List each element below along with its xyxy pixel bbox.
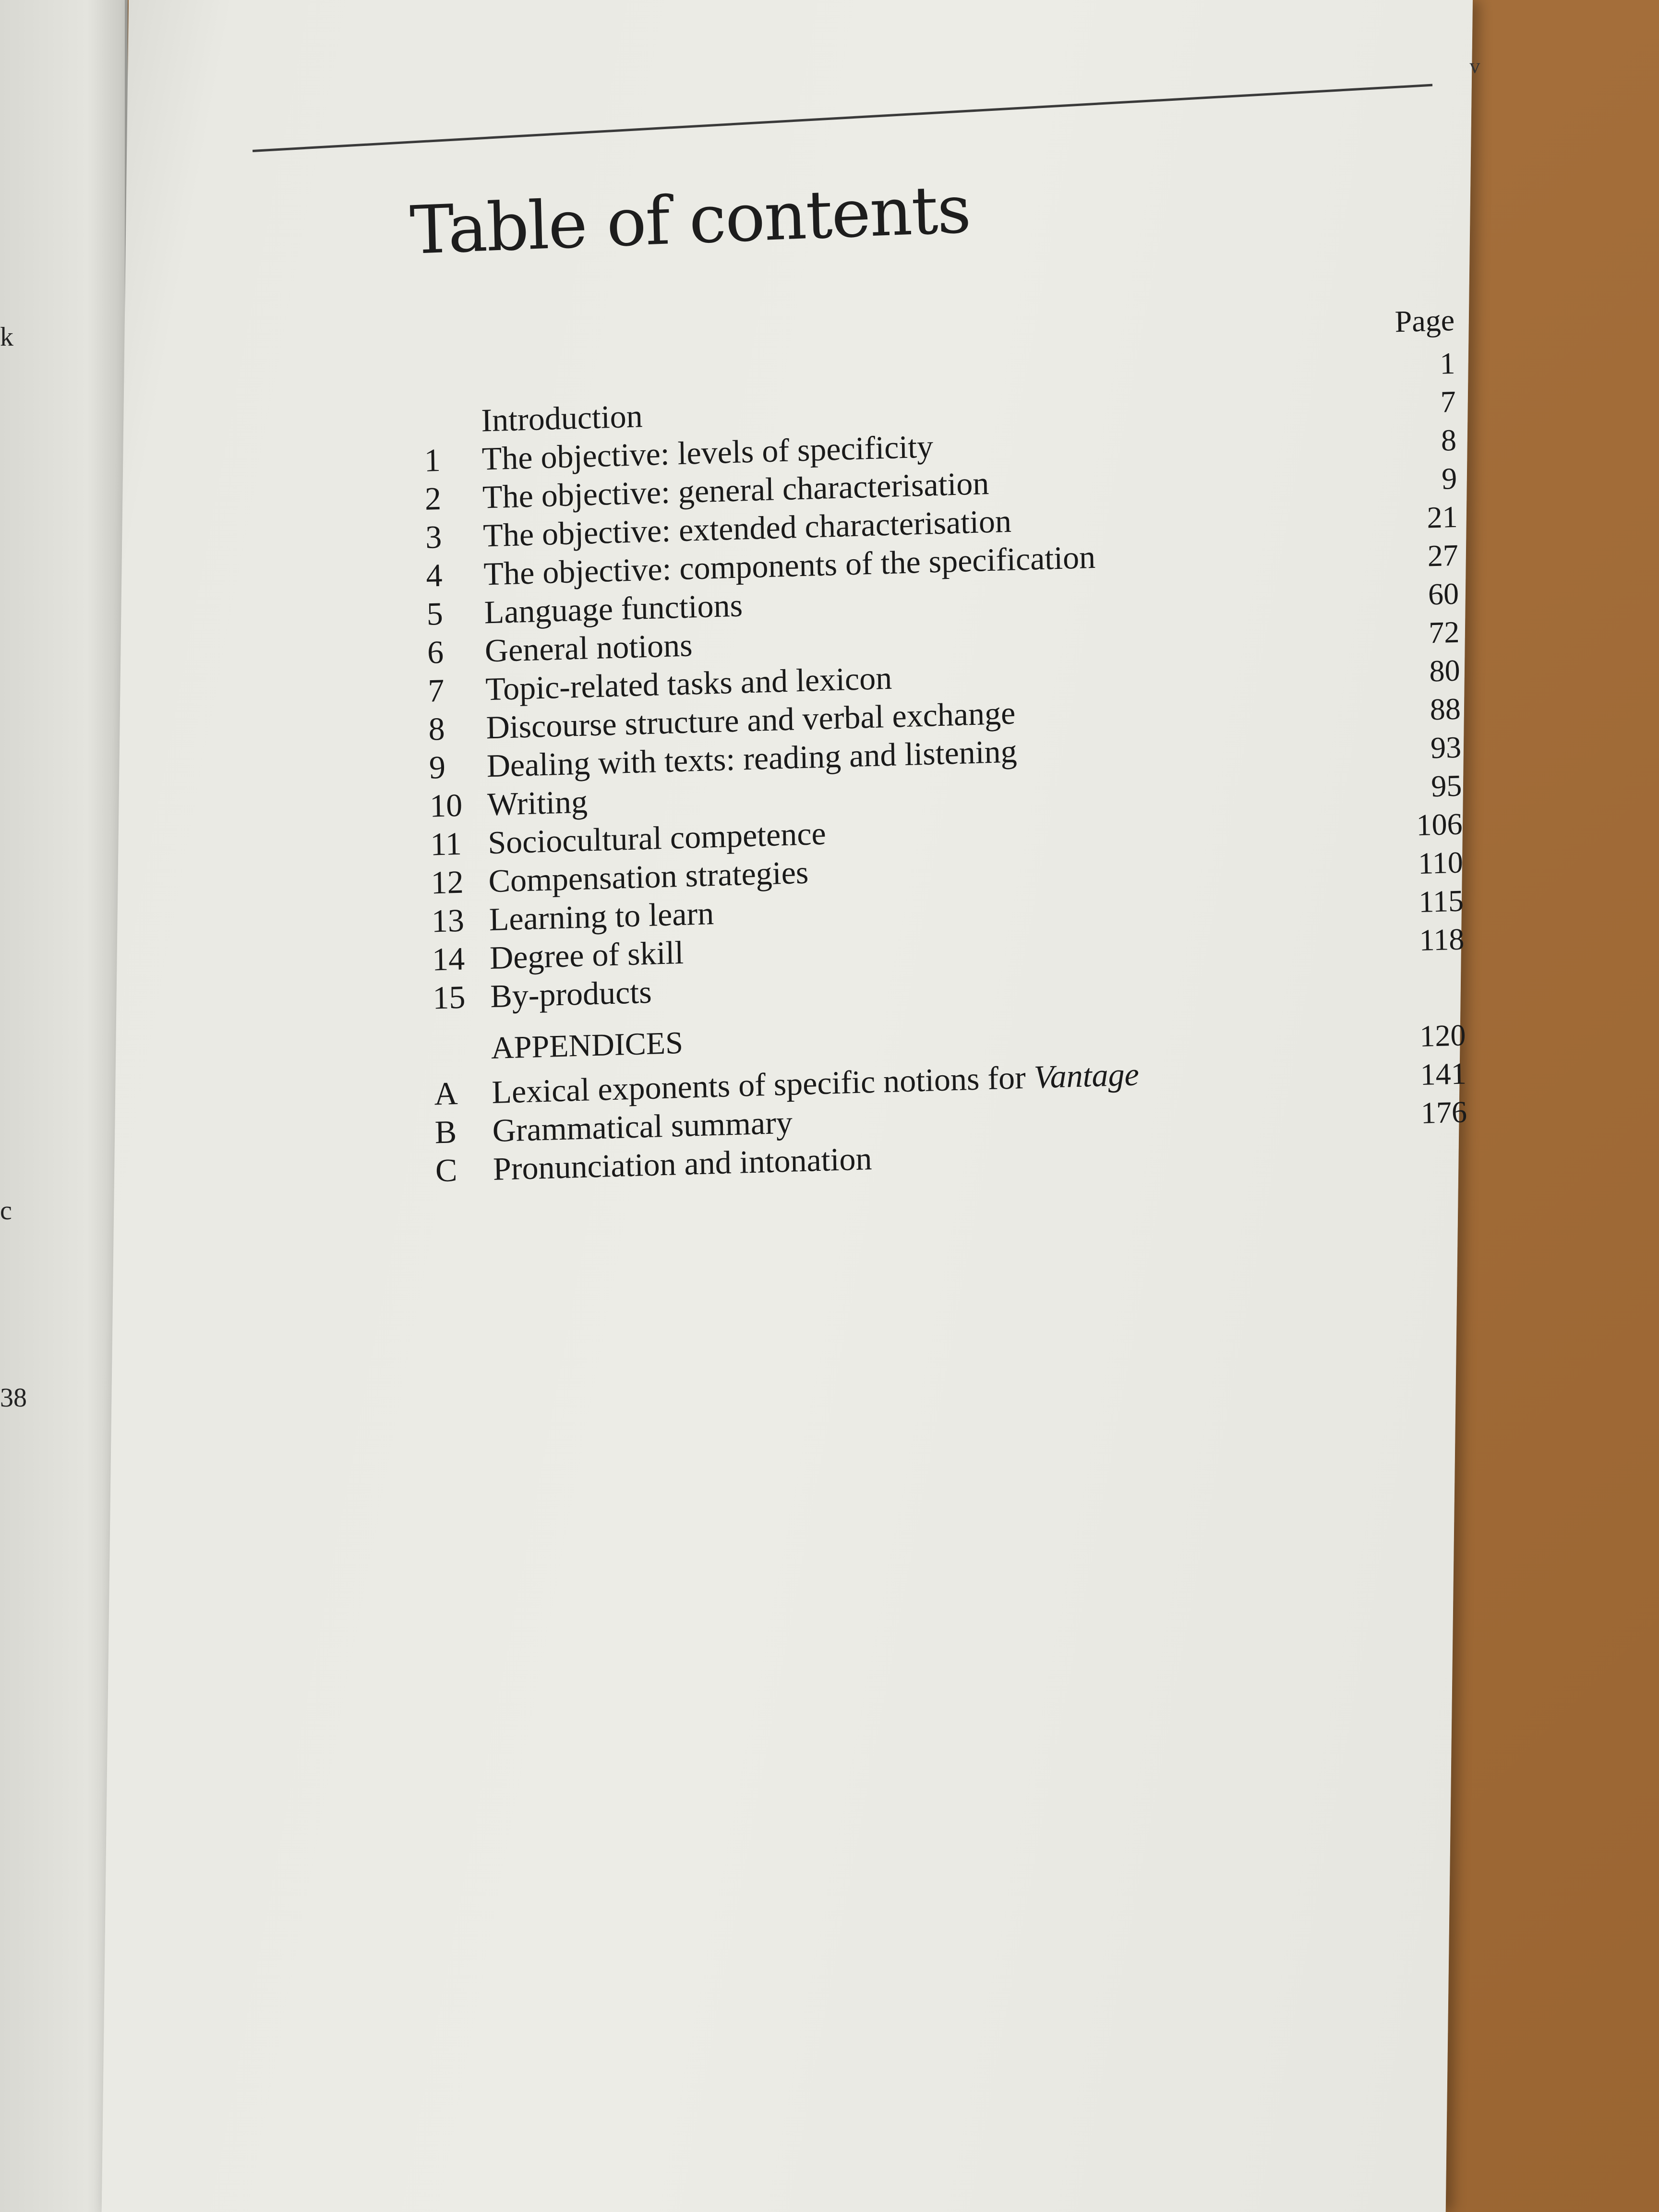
facing-page-edge-text: c: [0, 1196, 12, 1226]
entry-number: [423, 402, 481, 403]
page-number: 72: [1428, 614, 1460, 650]
appendix-title: Grammatical summary: [492, 1104, 793, 1149]
page-number: 115: [1418, 883, 1464, 919]
entry-number: 8: [428, 710, 445, 747]
page-number: 21: [1426, 499, 1458, 535]
page-number: 141: [1420, 1056, 1467, 1092]
page-number-column: [1359, 346, 1467, 1130]
appendix-letter: C: [435, 1152, 457, 1189]
page-number: 118: [1419, 922, 1465, 958]
appendix-letter: B: [434, 1113, 457, 1151]
entry-number: 14: [432, 940, 465, 978]
page-number: 88: [1430, 691, 1461, 727]
page-title: Table of contents: [409, 170, 972, 269]
entry-title: The objective: general characterisation: [482, 465, 989, 516]
bleed-through-text: [417, 307, 1521, 346]
facing-page-edge-text: 38: [0, 1383, 27, 1413]
page-number: 120: [1419, 1018, 1467, 1054]
book-page: [102, 0, 1480, 2212]
entry-number: 9: [429, 748, 446, 786]
entry-number: 7: [427, 672, 445, 709]
entry-number: 1: [424, 441, 441, 479]
entry-title: Compensation strategies: [488, 854, 809, 900]
appendices-heading: APPENDICES: [491, 1025, 684, 1066]
page-number: 110: [1418, 845, 1464, 881]
entry-title: Writing: [487, 783, 588, 823]
entry-number: 11: [430, 825, 462, 863]
appendix-title-italic: Vantage: [1034, 1056, 1140, 1095]
entry-number: 3: [425, 518, 442, 555]
page-number: 1: [1439, 346, 1456, 381]
page-number: 60: [1428, 576, 1459, 612]
page-number: 106: [1416, 806, 1463, 842]
page-number: 27: [1427, 538, 1459, 573]
entry-number: 4: [425, 556, 443, 594]
entry-number: 5: [426, 595, 444, 632]
entry-title: Degree of skill: [489, 934, 684, 976]
page-number: 8: [1441, 422, 1457, 457]
entry-number: 15: [432, 978, 466, 1016]
entry-number: 10: [429, 786, 463, 824]
table-of-contents: [422, 302, 1467, 1189]
page-column-header: Page: [1395, 302, 1455, 339]
page-number: 80: [1429, 653, 1461, 688]
entry-title: The objective: extended characterisation: [482, 502, 1012, 554]
entry-title: The objective: components of the specification: [483, 538, 1096, 592]
appendix-title: Lexical exponents of specific notions for Vantage: [491, 1056, 1140, 1111]
entry-number: 6: [427, 633, 444, 671]
appendix-letter: A: [433, 1075, 458, 1112]
header-rule: [252, 84, 1432, 152]
appendix-title: Pronunciation and intonation: [493, 1140, 873, 1187]
entry-number: 13: [431, 902, 465, 939]
page-number: 93: [1430, 730, 1462, 765]
entry-title: Learning to learn: [489, 895, 714, 938]
entry-title: Language functions: [484, 587, 743, 631]
facing-page-edge-text: k: [0, 322, 13, 352]
entry-title: Discourse structure and verbal exchange: [485, 694, 1016, 746]
entry-title: By-products: [490, 973, 652, 1015]
page-number: 7: [1440, 384, 1456, 419]
entry-title: The objective: levels of specificity: [481, 428, 934, 477]
entry-number: 2: [424, 480, 442, 517]
entry-title: Topic-related tasks and lexicon: [485, 659, 892, 708]
entry-number: 12: [431, 863, 464, 901]
running-page-number: v: [1469, 54, 1480, 78]
entry-title: General notions: [484, 626, 693, 669]
entry-title: Dealing with texts: reading and listening: [486, 733, 1018, 784]
page-number: 95: [1431, 768, 1462, 804]
page-number: 176: [1420, 1094, 1467, 1130]
entry-title: Introduction: [481, 397, 643, 439]
page-number: 9: [1441, 461, 1457, 496]
entry-title: Sociocultural competence: [487, 815, 827, 861]
